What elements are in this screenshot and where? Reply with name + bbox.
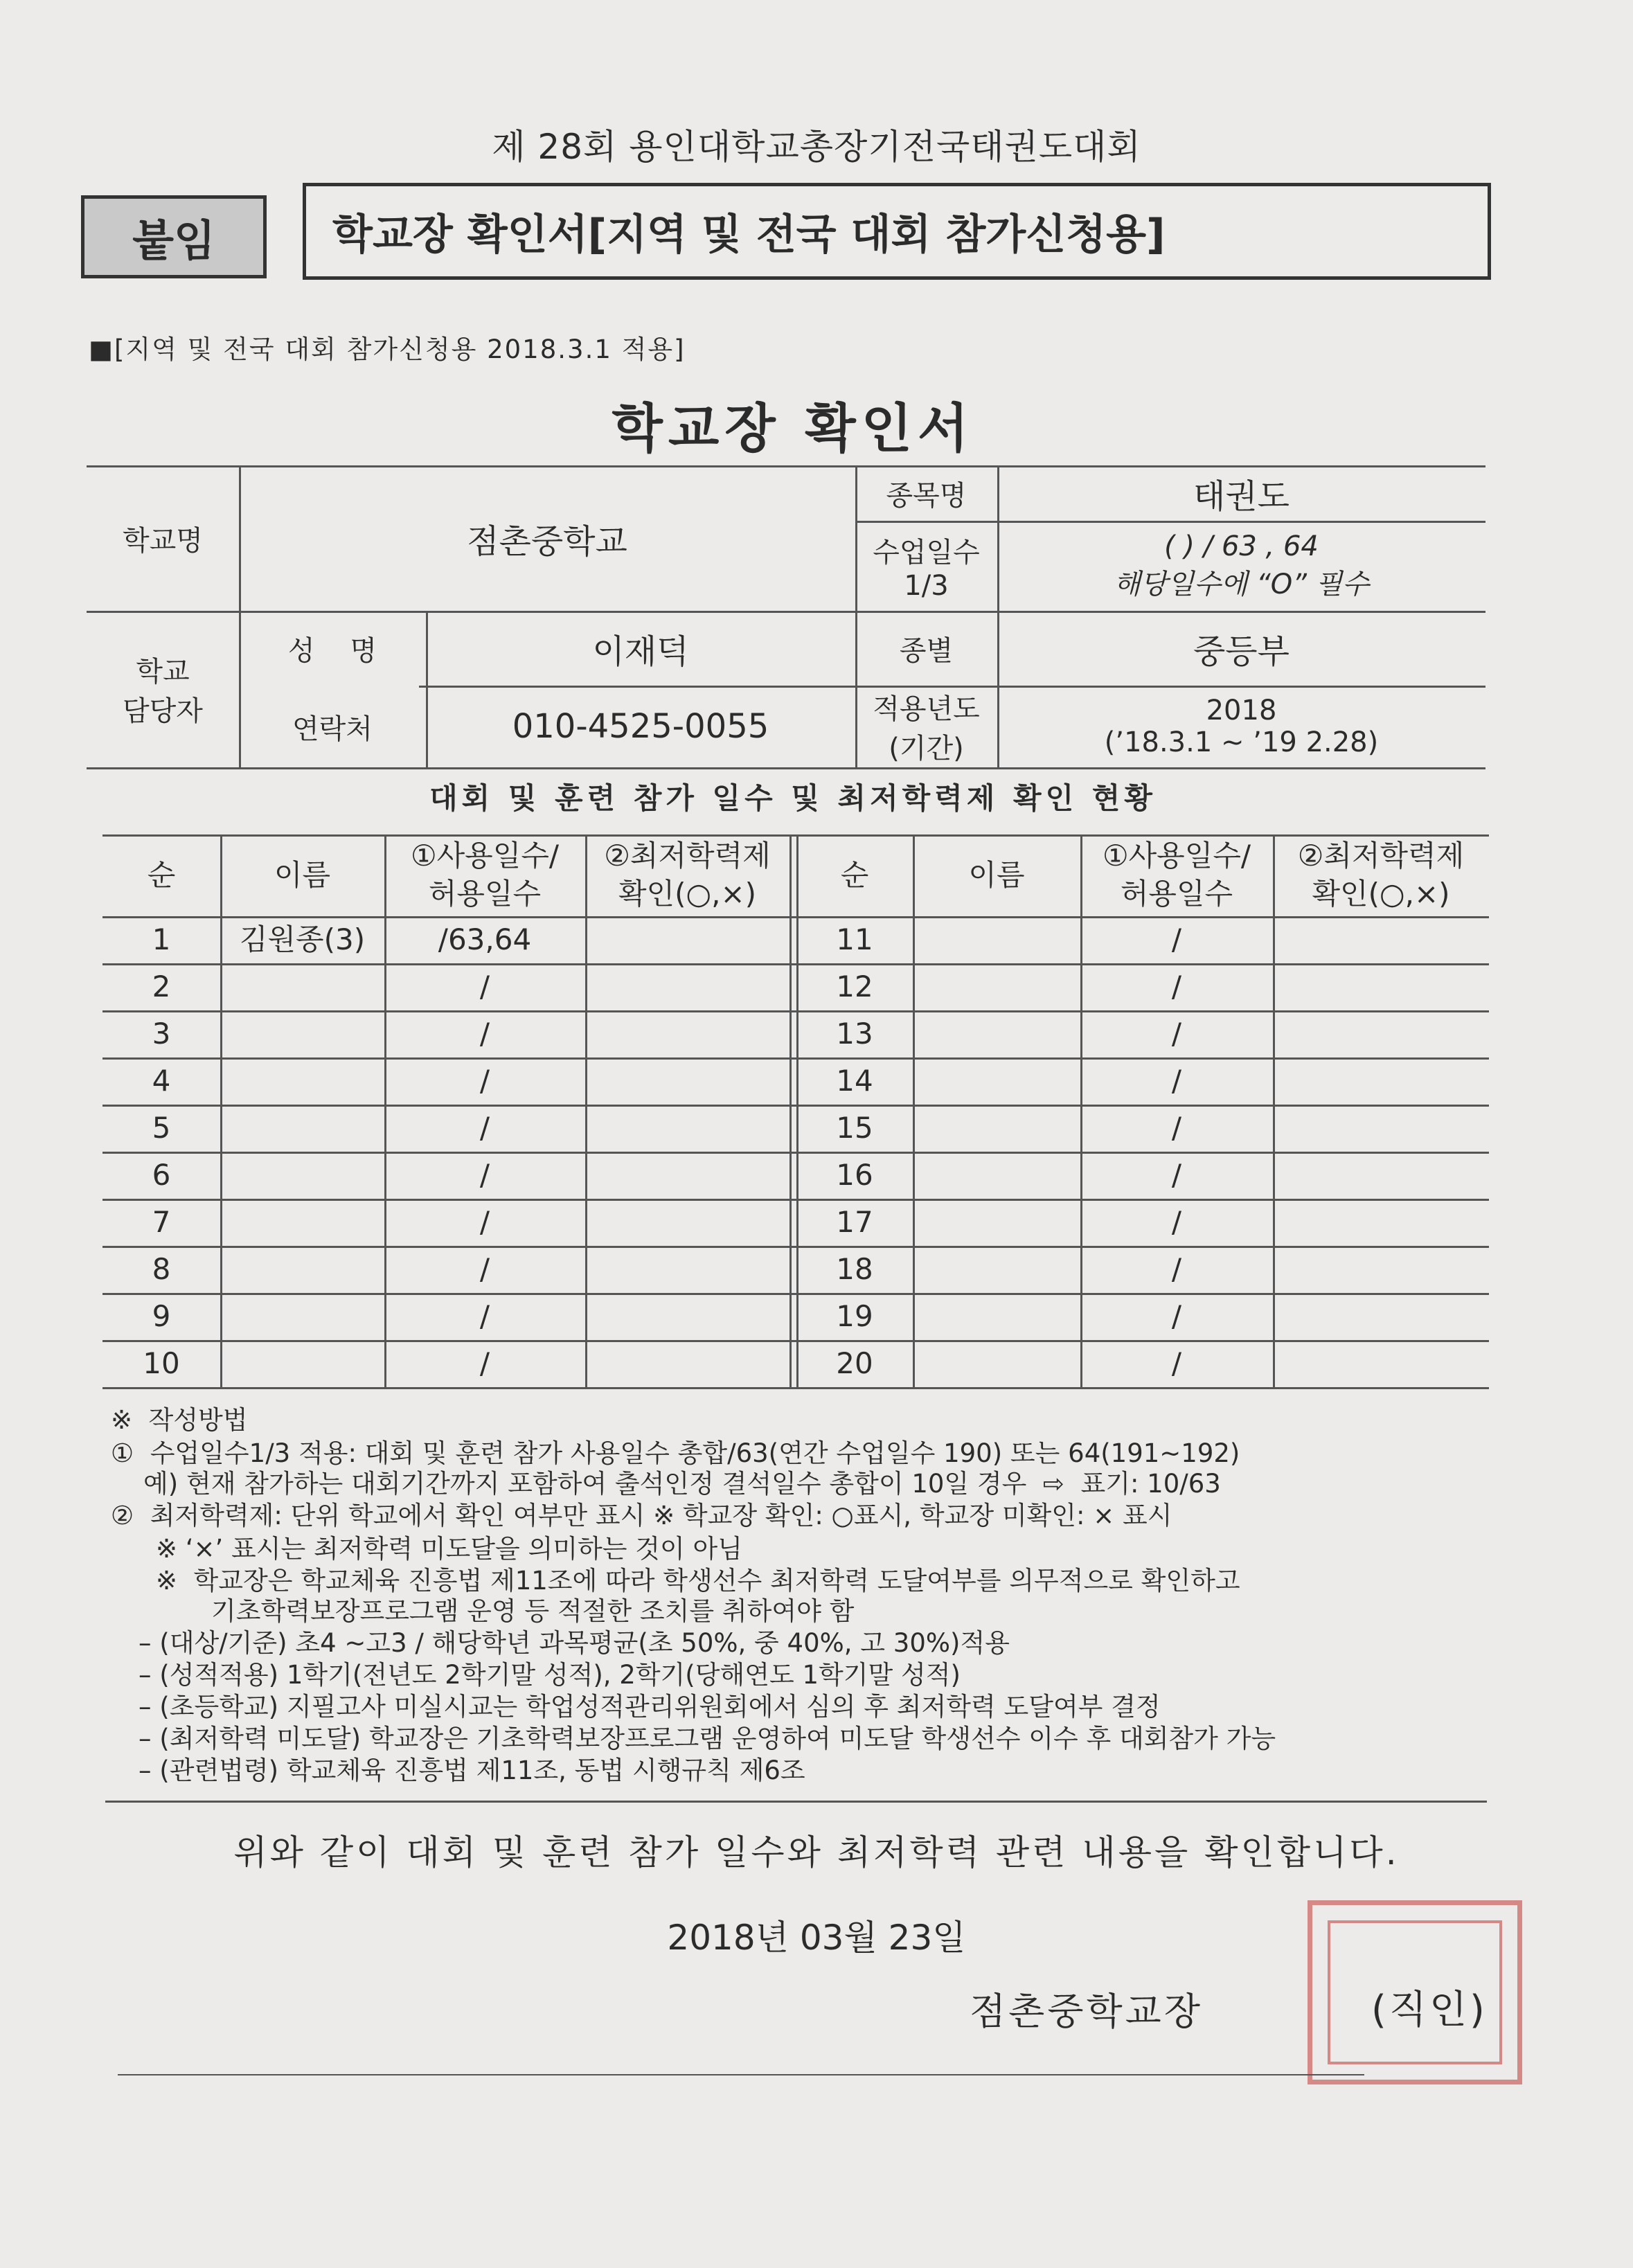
athlete-name [913, 916, 1080, 963]
used-days [384, 963, 585, 1010]
athlete-name [913, 1152, 1080, 1199]
header-days [1080, 834, 1273, 916]
header-min-line2: 확인(○,×) [618, 877, 757, 911]
used-days [384, 1340, 585, 1387]
principal-title: 점촌중학교장 [970, 1990, 1203, 2033]
row-number-text: 9 [152, 1298, 171, 1333]
used-days [384, 1246, 585, 1293]
min-achievement-check [1273, 916, 1489, 963]
attachment-tag: 붙임 [81, 195, 267, 278]
athlete-name [220, 1246, 384, 1293]
row-number-text: 1 [152, 922, 171, 956]
used-days-text: / [1171, 1157, 1182, 1192]
used-days-text: / [1171, 969, 1182, 1003]
used-days-text: / [479, 1157, 490, 1192]
row-number [796, 1293, 913, 1340]
row-number [102, 1152, 220, 1199]
min-achievement-check [585, 1340, 789, 1387]
min-achievement-check [1273, 1246, 1489, 1293]
name-value: 이재덕 [592, 632, 689, 671]
used-days [384, 916, 585, 963]
row-number [796, 1057, 913, 1105]
row-number [102, 1340, 220, 1387]
manager-label-line1: 학교 [136, 656, 190, 688]
athlete-name [913, 1199, 1080, 1246]
header-days-line1: ①사용일수/ [1102, 839, 1251, 873]
page-title: 학교장 확인서 [612, 398, 974, 459]
used-days-text: / [479, 1251, 490, 1286]
header-name [913, 834, 1080, 916]
athlete-name [220, 916, 384, 963]
sport-label: 종목명 [886, 479, 967, 512]
row-number [102, 1057, 220, 1105]
athlete-name [220, 963, 384, 1010]
min-achievement-check [585, 1199, 789, 1246]
athlete-name [220, 1057, 384, 1105]
athlete-name [220, 1199, 384, 1246]
row-number-text: 7 [152, 1204, 171, 1239]
row-number [102, 1293, 220, 1340]
row-number-text: 13 [836, 1016, 873, 1051]
year-value-line1: 2018 [1206, 695, 1277, 726]
used-days-text: / [1171, 1110, 1182, 1145]
manager-label-line2: 담당자 [123, 695, 203, 727]
school-days-label [855, 521, 997, 611]
min-achievement-check [585, 963, 789, 1010]
used-days-text: /63,64 [438, 922, 532, 956]
contact-label: 연락처 [292, 713, 373, 745]
year-label-line2: (기간) [889, 733, 964, 765]
min-achievement-check [1273, 1199, 1489, 1246]
school-label: 학교명 [123, 524, 203, 557]
row-number-text: 16 [836, 1157, 873, 1192]
signature-date: 2018년 03월 23일 [667, 1918, 966, 1958]
header-min-line1: ②최저학력제 [1297, 839, 1465, 873]
min-achievement-check [1273, 963, 1489, 1010]
used-days-text: / [1171, 1346, 1182, 1380]
header-days-line1: ①사용일수/ [410, 839, 560, 873]
event-title: 제 28회 용인대학교총장기전국태권도대회 [492, 127, 1141, 167]
instruction-line: ※ ‘×’ 표시는 최저학력 미도달을 의미하는 것이 아님 [156, 1534, 742, 1564]
row-number [102, 1199, 220, 1246]
status-section-title: 대회 및 훈련 참가 일수 및 최저학력제 확인 현황 [429, 781, 1157, 815]
year-value [997, 686, 1485, 767]
used-days [1080, 1057, 1273, 1105]
athlete-name-text: 김원종(3) [239, 922, 366, 956]
header-days-line2: 허용일수 [428, 877, 542, 911]
instruction-line: ※ 작성방법 [111, 1405, 248, 1435]
used-days-text: / [1171, 1298, 1182, 1333]
used-days-text: / [479, 1016, 490, 1051]
instruction-line: – (최저학력 미도달) 학교장은 기초학력보장프로그램 운영하여 미도달 학생선수 이수 후 대회참가 가능 [139, 1724, 1276, 1753]
min-achievement-check [585, 1010, 789, 1057]
used-days [384, 1152, 585, 1199]
athlete-name [913, 1057, 1080, 1105]
row-number [102, 1246, 220, 1293]
contact-value: 010-4525-0055 [512, 707, 769, 746]
used-days-text: / [479, 1298, 490, 1333]
row-number-text: 2 [152, 969, 171, 1003]
min-achievement-check [585, 1057, 789, 1105]
grid-line [102, 1387, 1489, 1389]
header-name [220, 834, 384, 916]
instruction-line: 예) 현재 참가하는 대회기간까지 포함하여 출석인정 결석일수 총합이 10일 경우 ⇨ 표기: 10/63 [111, 1469, 1221, 1499]
used-days-text: / [479, 1063, 490, 1098]
instruction-line: – (초등학교) 지필고사 미실시교는 학업성적관리위원회에서 심의 후 최저학력 도달여부 결정 [139, 1692, 1161, 1722]
signature-line [118, 2074, 1364, 2075]
used-days-text: / [1171, 1016, 1182, 1051]
row-number-text: 6 [152, 1157, 171, 1192]
used-days [1080, 1246, 1273, 1293]
used-days [1080, 1105, 1273, 1152]
days-label-line2: 1/3 [904, 569, 949, 602]
min-achievement-check [1273, 1152, 1489, 1199]
min-achievement-check [1273, 1340, 1489, 1387]
row-number-text: 8 [152, 1251, 171, 1286]
header-min-line2: 확인(○,×) [1312, 877, 1450, 911]
used-days-text: / [479, 1346, 490, 1380]
row-number-text: 18 [836, 1251, 873, 1286]
header-days-line2: 허용일수 [1120, 877, 1233, 911]
document-heading: 학교장 확인서[지역 및 전국 대회 참가신청용] [303, 183, 1491, 280]
row-number-text: 10 [143, 1346, 180, 1380]
athlete-name [913, 1010, 1080, 1057]
days-label-line1: 수업일수 [873, 536, 980, 569]
used-days [384, 1057, 585, 1105]
athlete-name [220, 1293, 384, 1340]
athlete-name [913, 1246, 1080, 1293]
division-label: 종별 [899, 634, 954, 667]
school-value: 점촌중학교 [467, 521, 627, 561]
used-days [1080, 916, 1273, 963]
used-days [384, 1010, 585, 1057]
row-number-text: 11 [836, 922, 873, 956]
year-label [855, 686, 997, 767]
grid-line [789, 834, 792, 1387]
row-number [796, 1199, 913, 1246]
year-label-line1: 적용년도 [873, 693, 980, 725]
row-number-text: 5 [152, 1110, 171, 1145]
header-no-text: 순 [840, 857, 869, 892]
row-number [796, 963, 913, 1010]
athlete-name [220, 1340, 384, 1387]
row-number-text: 15 [836, 1110, 873, 1145]
row-number [796, 1105, 913, 1152]
used-days [1080, 1340, 1273, 1387]
row-number-text: 12 [836, 969, 873, 1003]
division-value: 중등부 [1193, 632, 1290, 671]
min-achievement-check [585, 916, 789, 963]
athlete-name [913, 963, 1080, 1010]
athlete-name [220, 1010, 384, 1057]
used-days [1080, 1152, 1273, 1199]
athlete-name [220, 1105, 384, 1152]
instruction-line: – (대상/기준) 초4 ~고3 / 해당학년 과목평균(초 50%, 중 40%, 고 30%)적용 [139, 1628, 1010, 1658]
used-days [1080, 1199, 1273, 1246]
row-number [102, 1010, 220, 1057]
used-days [384, 1293, 585, 1340]
days-value-line1: ( ) / 63 , 64 [1164, 530, 1319, 562]
min-achievement-check [1273, 1105, 1489, 1152]
min-achievement-check [585, 1105, 789, 1152]
row-number [796, 916, 913, 963]
instruction-line: ② 최저학력제: 단위 학교에서 확인 여부만 표시 ※ 학교장 확인: ○표시, 학교장 미확인: × 표시 [111, 1501, 1172, 1530]
row-number-text: 19 [836, 1298, 873, 1333]
header-name-text: 이름 [968, 857, 1025, 892]
min-achievement-check [1273, 1057, 1489, 1105]
min-achievement-check [585, 1293, 789, 1340]
athlete-name [913, 1105, 1080, 1152]
used-days [1080, 963, 1273, 1010]
sport-value: 태권도 [1193, 476, 1290, 516]
min-achievement-check [585, 1246, 789, 1293]
instruction-line: – (성적적용) 1학기(전년도 2학기말 성적), 2학기(당해연도 1학기말 성적) [139, 1660, 961, 1690]
row-number-text: 20 [836, 1346, 873, 1380]
header-min-line1: ②최저학력제 [604, 839, 771, 873]
header-no [796, 834, 913, 916]
row-number-text: 14 [836, 1063, 873, 1098]
divider [87, 767, 1485, 769]
instruction-line: – (관련법령) 학교체육 진흥법 제11조, 동법 시행규칙 제6조 [139, 1756, 805, 1785]
row-number [102, 916, 220, 963]
confirmation-statement: 위와 같이 대회 및 훈련 참가 일수와 최저학력 관련 내용을 확인합니다. [233, 1832, 1400, 1873]
school-days-value [997, 521, 1485, 611]
min-achievement-check [1273, 1010, 1489, 1057]
row-number [796, 1152, 913, 1199]
used-days-text: / [479, 1110, 490, 1145]
row-number [796, 1246, 913, 1293]
name-label: 성 명 [287, 634, 377, 667]
used-days [1080, 1010, 1273, 1057]
row-number-text: 4 [152, 1063, 171, 1098]
header-name-text: 이름 [274, 857, 331, 892]
instruction-line: ① 수업일수1/3 적용: 대회 및 훈련 참가 사용일수 총합/63(연간 수업일수 190) 또는 64(191~192) [111, 1438, 1240, 1468]
row-number-text: 3 [152, 1016, 171, 1051]
header-min-achievement [585, 834, 789, 916]
year-value-line2: (’18.3.1 ~ ’19 2.28) [1104, 726, 1379, 758]
row-number [796, 1340, 913, 1387]
row-number [796, 1010, 913, 1057]
athlete-name [913, 1293, 1080, 1340]
instruction-line: ※ 학교장은 학교체육 진흥법 제11조에 따라 학생선수 최저학력 도달여부를 의무적으로 확인하고 [156, 1566, 1240, 1596]
instruction-line: 기초학력보장프로그램 운영 등 적절한 조치를 취하여야 함 [211, 1596, 855, 1626]
athlete-name [220, 1152, 384, 1199]
row-number [102, 1105, 220, 1152]
min-achievement-check [585, 1152, 789, 1199]
used-days [1080, 1293, 1273, 1340]
used-days [384, 1105, 585, 1152]
divider [105, 1801, 1487, 1803]
used-days-text: / [1171, 1204, 1182, 1239]
used-days-text: / [1171, 922, 1182, 956]
used-days-text: / [1171, 1251, 1182, 1286]
used-days-text: / [1171, 1063, 1182, 1098]
header-no [102, 834, 220, 916]
seal-label: (직인) [1371, 1988, 1488, 2033]
min-achievement-check [1273, 1293, 1489, 1340]
header-days [384, 834, 585, 916]
used-days [384, 1199, 585, 1246]
header-min-achievement [1273, 834, 1489, 916]
athlete-name [913, 1340, 1080, 1387]
application-note: ■[지역 및 전국 대회 참가신청용 2018.3.1 적용] [89, 334, 686, 364]
used-days-text: / [479, 969, 490, 1003]
used-days-text: / [479, 1204, 490, 1239]
row-number-text: 17 [836, 1204, 873, 1239]
header-no-text: 순 [147, 857, 176, 892]
manager-label [87, 611, 239, 767]
days-value-line2: 해당일수에 “O” 필수 [1114, 568, 1369, 600]
row-number [102, 963, 220, 1010]
